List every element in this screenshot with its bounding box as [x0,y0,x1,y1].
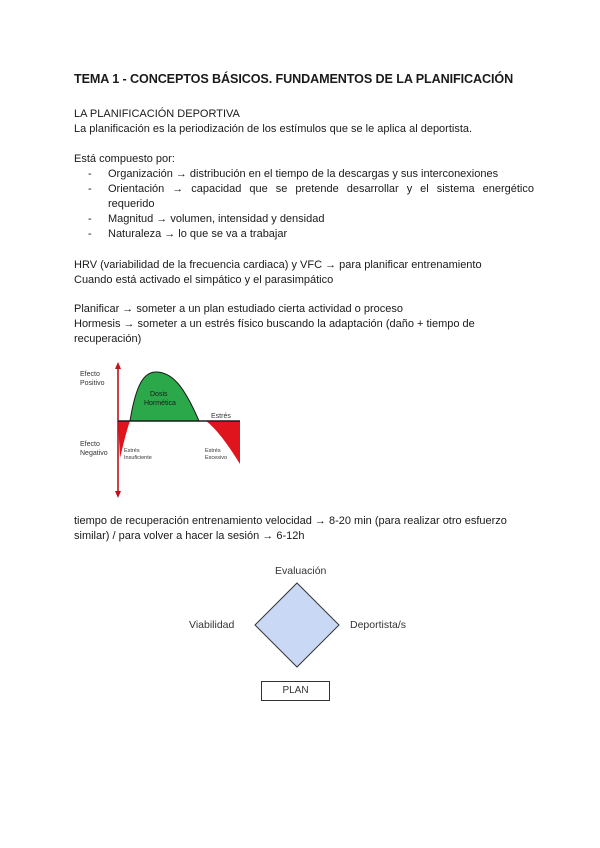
list-item: - Magnitud → volumen, intensidad y densidad [88,213,325,225]
planning-diamond [252,580,342,670]
plan-box: PLAN [261,681,330,701]
hrv-line: HRV (variabilidad de la frecuencia cardiaca) y VFC → para planificar entrenamiento [74,259,482,271]
hormesis-chart [74,360,264,500]
plan-definition: Planificar → someter a un plan estudiado cierta actividad o proceso [74,303,403,315]
athletes-label: Deportista/s [350,619,407,631]
bullet-dash: - [88,228,92,240]
list-item: - Orientación → capacidad que se pretende desarrollar y el sistema energético requerido [88,183,534,210]
page-title: TEMA 1 - CONCEPTOS BÁSICOS. FUNDAMENTOS DE LA PLANIFICACIÓN [74,72,514,86]
recovery-time-paragraph: tiempo de recuperación entrenamiento velocidad → 8-20 min (para realizar otro esfuerzo similar) / para volver a hacer la sesión → 6-12h [74,515,507,542]
list-item: - Naturaleza → lo que se va a trabajar [88,228,288,240]
positive-effect-label: Efecto Positivo [80,371,105,387]
bullet-dash: - [88,183,92,195]
excessive-stress-label: Estrés Excesivo [205,448,228,461]
hormetic-dose-label: Dosis Hormética [144,391,176,407]
activation-line: Cuando está activado el simpático y el parasimpático [74,274,334,286]
intro-paragraph: La planificación es la periodización de los estímulos que se le aplica al deportista. [74,123,473,135]
composed-label: Está compuesto por: [74,153,175,165]
section-title: LA PLANIFICACIÓN DEPORTIVA [74,108,240,120]
stress-axis-label: Estrés [211,413,231,420]
evaluation-label: Evaluación [275,565,327,577]
negative-effect-label: Efecto Negativo [80,441,108,457]
hormesis-definition: Hormesis → someter a un estrés físico buscando la adaptación (daño + tiempo de recuperación) [74,318,475,345]
bullet-dash: - [88,168,92,180]
viability-label: Viabilidad [189,619,235,631]
list-item: - Organización → distribución en el tiempo de la descargas y sus interconexiones [88,168,499,180]
insufficient-stress-label: Estrés Insuficiente [124,448,152,461]
bullet-dash: - [88,213,92,225]
components-list [74,167,534,242]
